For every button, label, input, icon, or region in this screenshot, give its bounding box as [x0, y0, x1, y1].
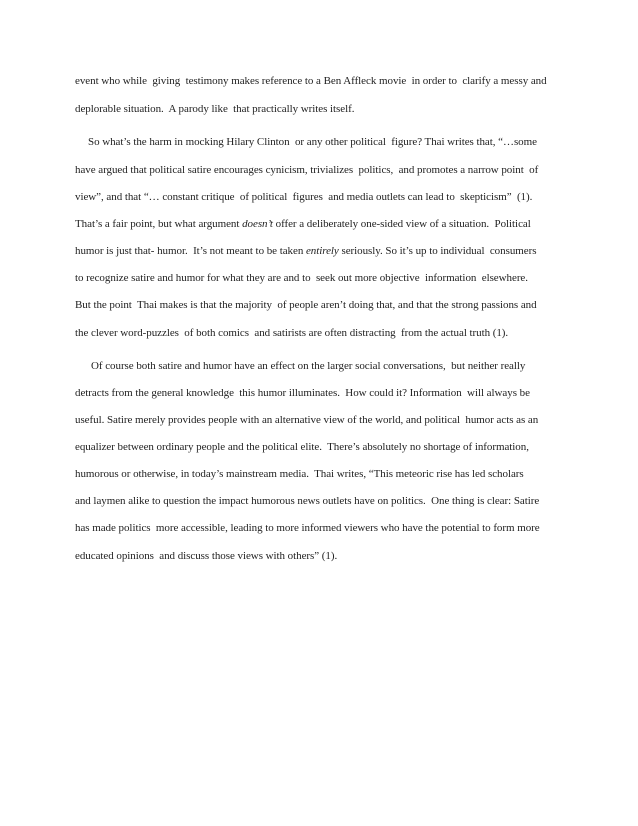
text-line: That’s a fair point, but what argument doesn’t offer a deliberately one-sided view of a situation. Political: [75, 218, 531, 230]
text-line: have argued that political satire encourages cynicism, trivializes politics, and promotes a narrow point of: [75, 164, 539, 176]
text-line: the clever word-puzzles of both comics and satirists are often distracting from the actual truth (1).: [75, 327, 509, 339]
text-line: deplorable situation. A parody like that practically writes itself.: [75, 103, 355, 115]
text-line: educated opinions and discuss those views with others” (1).: [75, 550, 338, 562]
text-line: view”, and that “… constant critique of political figures and media outlets can lead to skepticism” (1).: [75, 191, 533, 203]
text-line: humorous or otherwise, in today’s mainstream media. Thai writes, “This meteoric rise has led scholars: [75, 468, 524, 480]
text-line: and laymen alike to question the impact humorous news outlets have on politics. One thing is clear: Satire: [75, 495, 540, 507]
text-line: Of course both satire and humor have an effect on the larger social conversations, but neither really: [91, 360, 526, 372]
text-line: equalizer between ordinary people and the political elite. There’s absolutely no shortage of information,: [75, 441, 529, 453]
text-line: humor is just that- humor. It’s not meant to be taken entirely seriously. So it’s up to individual consumers: [75, 245, 537, 257]
text-line: So what’s the harm in mocking Hilary Clinton or any other political figure? Thai writes that, “…some: [88, 136, 537, 148]
text-line: But the point Thai makes is that the majority of people aren’t doing that, and that the strong passions and: [75, 299, 537, 311]
text-line: event who while giving testimony makes reference to a Ben Affleck movie in order to clarify a messy and: [75, 75, 547, 87]
italic-emphasis: entirely: [305, 245, 339, 257]
text-line: to recognize satire and humor for what they are and to seek out more objective information elsewhere.: [75, 272, 528, 284]
text-line: useful. Satire merely provides people with an alternative view of the world, and political humor acts as an: [75, 414, 539, 426]
italic-emphasis: doesn’t: [242, 218, 273, 230]
text-line: detracts from the general knowledge this humor illuminates. How could it? Information will always be: [75, 387, 530, 399]
text-line: has made politics more accessible, leading to more informed viewers who have the potential to form more: [75, 522, 540, 534]
